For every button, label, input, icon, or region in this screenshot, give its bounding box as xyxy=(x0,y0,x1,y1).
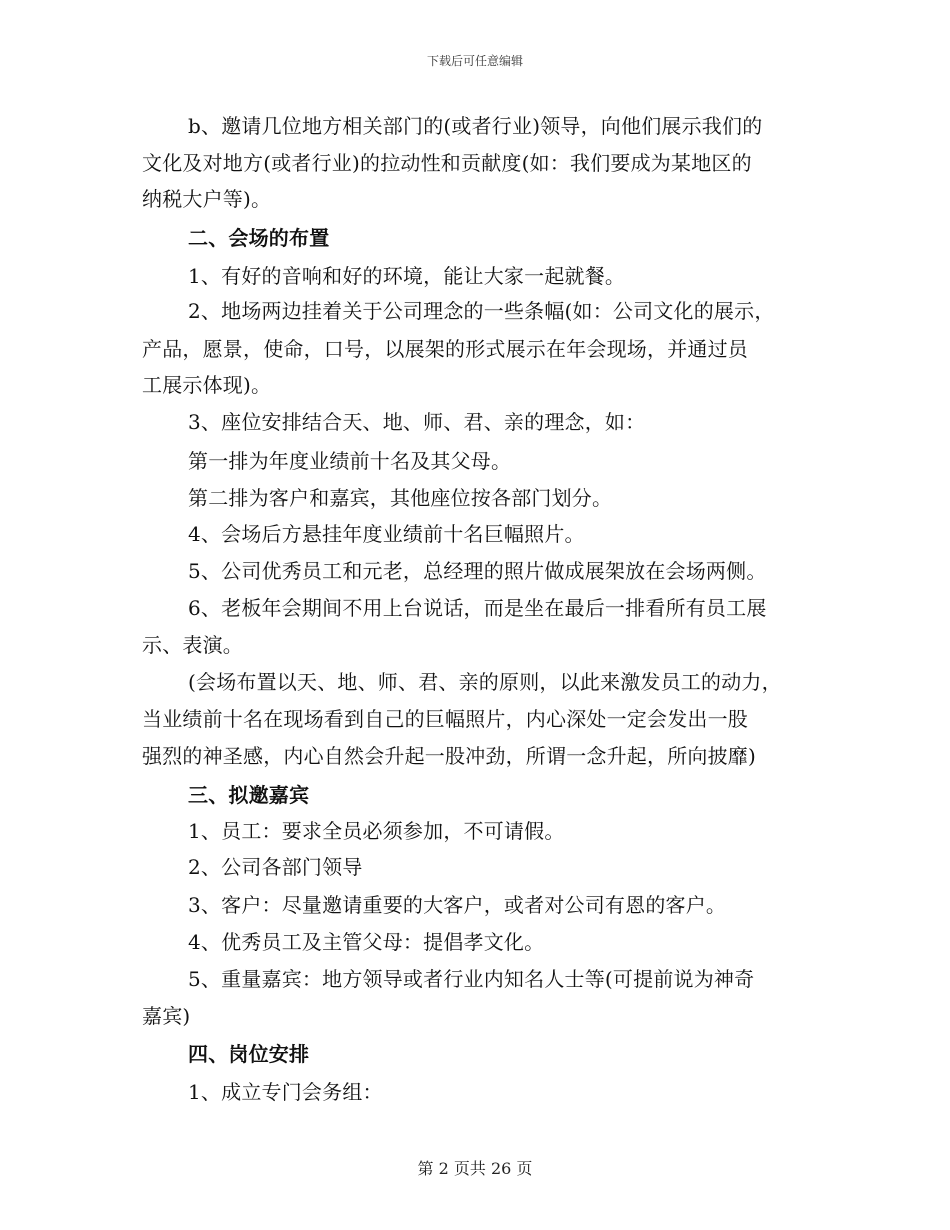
section-heading: 四、岗位安排 xyxy=(188,1042,310,1066)
body-line: 4、会场后方悬挂年度业绩前十名巨幅照片。 xyxy=(188,522,585,546)
page-header: 下载后可任意编辑 xyxy=(426,54,523,68)
body-line: 当业绩前十名在现场看到自己的巨幅照片，内心深处一定会发出一股 xyxy=(142,707,748,731)
body-line: 1、员工：要求全员必须参加，不可请假。 xyxy=(188,819,565,843)
section-heading: 三、拟邀嘉宾 xyxy=(188,783,310,807)
body-line: 强烈的神圣感，内心自然会升起一股冲劲，所谓一念升起，所向披靡) xyxy=(142,744,757,768)
section-heading: 二、会场的布置 xyxy=(188,226,330,250)
body-line: 2、地场两边挂着关于公司理念的一些条幅(如：公司文化的展示， xyxy=(188,299,775,323)
body-line: 第一排为年度业绩前十名及其父母。 xyxy=(188,449,512,473)
body-line: 第二排为客户和嘉宾，其他座位按各部门划分。 xyxy=(188,486,613,510)
body-line: 5、公司优秀员工和元老，总经理的照片做成展架放在会场两侧。 xyxy=(188,559,767,583)
body-line: 6、老板年会期间不用上台说话，而是坐在最后一排看所有员工展 xyxy=(188,596,767,620)
body-line: 纳税大户等)。 xyxy=(142,187,272,211)
body-line: 1、成立专门会务组： xyxy=(188,1080,383,1104)
body-line: 5、重量嘉宾：地方领导或者行业内知名人士等(可提前说为神奇 xyxy=(188,967,755,991)
body-line: 3、客户：尽量邀请重要的大客户，或者对公司有恩的客户。 xyxy=(188,893,727,917)
body-line: 示、表演。 xyxy=(142,633,243,657)
body-line: 文化及对地方(或者行业)的拉动性和贡献度(如：我们要成为某地区的 xyxy=(142,151,752,175)
body-line: 产品，愿景，使命，口号，以展架的形式展示在年会现场，并通过员 xyxy=(142,337,748,361)
body-line: b、邀请几位地方相关部门的(或者行业)领导，向他们展示我们的 xyxy=(188,114,763,138)
page-footer: 第 2 页共 26 页 xyxy=(417,1159,533,1178)
body-line: 4、优秀员工及主管父母：提倡孝文化。 xyxy=(188,930,545,954)
body-line: 2、公司各部门领导 xyxy=(188,855,363,879)
body-line: 工展示体现)。 xyxy=(142,373,272,397)
body-line: 嘉宾) xyxy=(142,1004,191,1028)
body-line: (会场布置以天、地、师、君、亲的原则，以此来激发员工的动力， xyxy=(188,670,782,694)
body-line: 3、座位安排结合天、地、师、君、亲的理念，如： xyxy=(188,410,646,434)
body-line: 1、有好的音响和好的环境，能让大家一起就餐。 xyxy=(188,264,626,288)
